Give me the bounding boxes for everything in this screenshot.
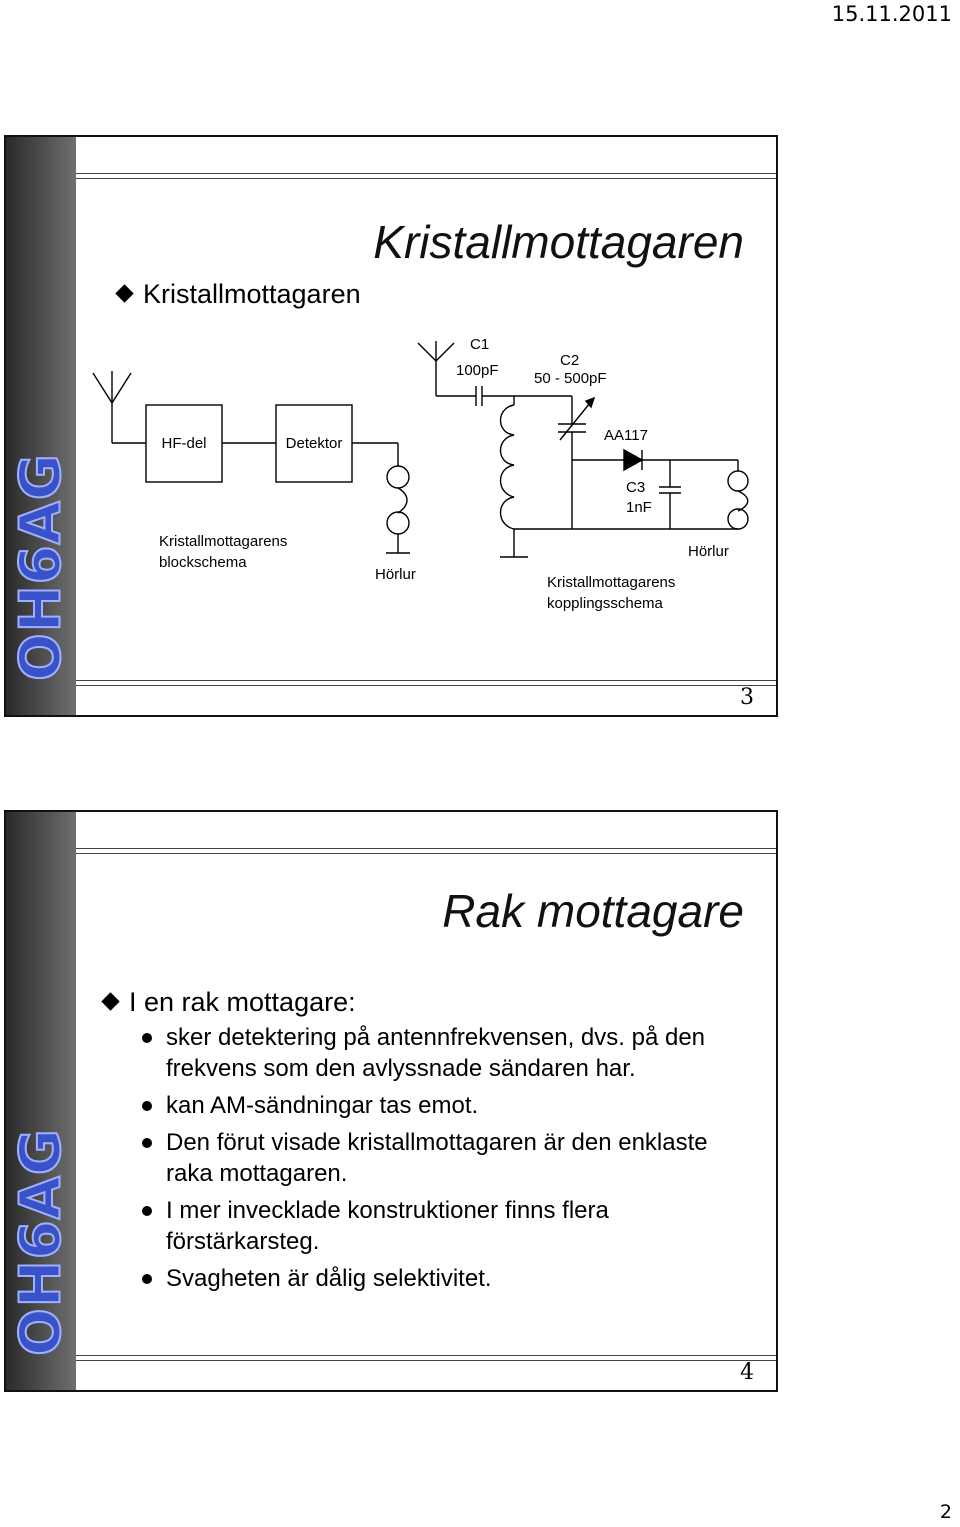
list-item: sker detektering på antennfrekvensen, dvs. på den frekvens som den avlyssnade sändaren har. (138, 1022, 758, 1084)
slide-number: 4 (740, 1360, 754, 1385)
c3-capacitor-icon (659, 460, 681, 529)
c2-name: C2 (560, 352, 580, 369)
top-rule (76, 848, 776, 854)
block-caption-2: blockschema (159, 554, 247, 571)
c3-value: 1nF (626, 499, 652, 516)
headphone-icon (728, 460, 748, 529)
circuit-caption-1: Kristallmottagarens (547, 574, 676, 591)
headphone-icon (386, 466, 410, 553)
dot-bullet-icon (142, 1274, 152, 1284)
detector-label: Detektor (285, 435, 343, 452)
circuit-headphone-label: Hörlur (688, 543, 729, 560)
slide-sidebar: OH6AG (6, 812, 76, 1390)
c3-name: C3 (626, 479, 646, 496)
main-bullet: Kristallmottagaren (118, 279, 361, 310)
circuit-caption-2: kopplingsschema (547, 595, 663, 612)
dot-bullet-icon (142, 1138, 152, 1148)
list-item: Svagheten är dålig selektivitet. (138, 1263, 758, 1294)
antenna-icon (93, 371, 131, 443)
hf-label: HF-del (161, 435, 207, 452)
bullet-list (138, 1022, 758, 1300)
bottom-rule (76, 680, 776, 686)
slide-sidebar: OH6AG (6, 137, 76, 715)
list-item: I mer invecklade konstruktioner finns flera förstärkarsteg. (138, 1195, 758, 1257)
dot-bullet-icon (142, 1033, 152, 1043)
document-date: 15.11.2011 (831, 2, 952, 26)
block-caption-1: Kristallmottagarens (159, 533, 288, 550)
block-headphone-label: Hörlur (375, 566, 416, 583)
c1-name: C1 (470, 336, 490, 353)
receiver-diagram (6, 137, 778, 717)
diode-label: AA117 (604, 427, 648, 444)
dot-bullet-icon (142, 1101, 152, 1111)
antenna-icon (418, 341, 454, 396)
slide-4 (4, 810, 778, 1392)
bottom-rule (76, 1355, 776, 1361)
list-item: kan AM-sändningar tas emot. (138, 1090, 758, 1121)
main-bullet: I en rak mottagare: (104, 987, 356, 1018)
diode-icon (624, 450, 642, 470)
slide-number: 3 (740, 685, 754, 710)
c1-value: 100pF (456, 362, 499, 379)
c2-value: 50 - 500pF (534, 370, 607, 387)
diamond-bullet-icon (101, 992, 119, 1010)
c1-capacitor-icon (476, 386, 482, 406)
coil-icon (500, 396, 528, 557)
slide-title: Rak mottagare (442, 885, 744, 937)
list-item: Den förut visade kristallmottagaren är den enklaste raka mottagaren. (138, 1127, 758, 1189)
dot-bullet-icon (142, 1206, 152, 1216)
slide-title: Kristallmottagaren (373, 216, 744, 268)
slide-3 (4, 135, 778, 717)
c2-variable-capacitor-icon (558, 396, 594, 529)
page-number: 2 (939, 1501, 952, 1523)
